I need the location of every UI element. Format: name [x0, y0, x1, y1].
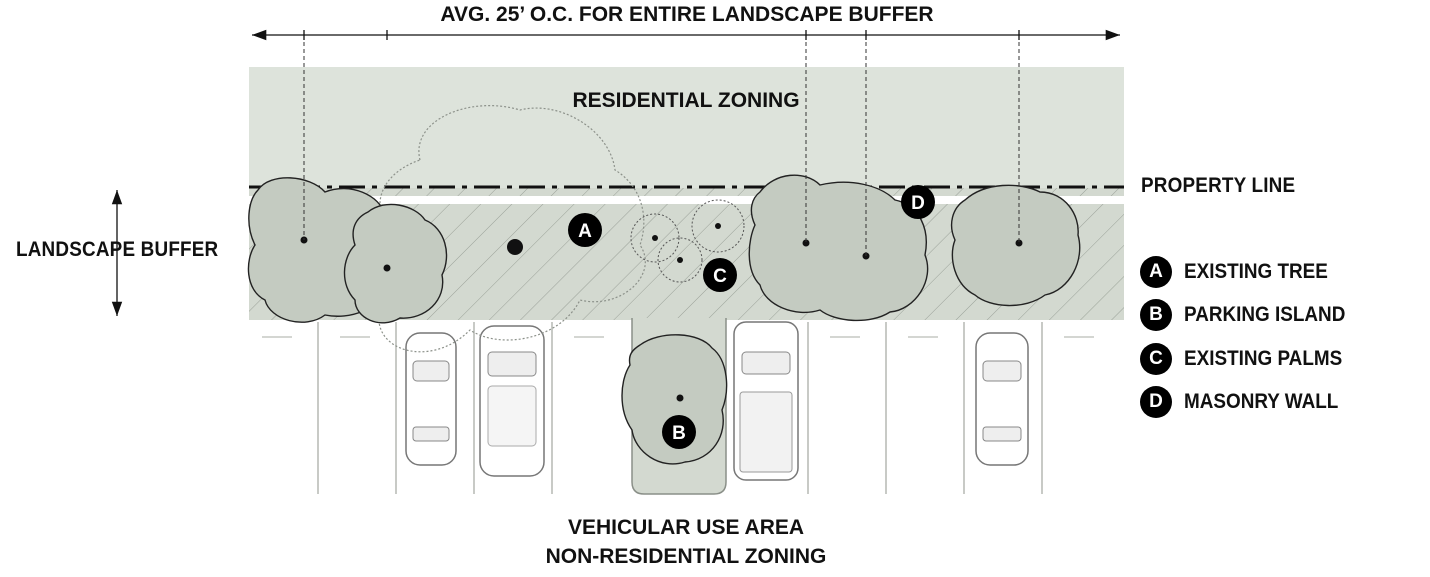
car-icon: [406, 333, 456, 465]
legend-label: EXISTING TREE: [1184, 259, 1328, 283]
legend-item: [1140, 381, 1363, 425]
legend-badge: D: [1140, 386, 1172, 418]
tree-canopy-icon: [952, 185, 1080, 305]
legend-item: [1140, 337, 1363, 381]
residential-zoning-label: RESIDENTIAL ZONING: [572, 89, 800, 112]
svg-text:D: D: [911, 193, 925, 214]
vehicular-use-label: VEHICULAR USE AREA: [567, 516, 805, 539]
legend: [1140, 250, 1363, 424]
legend-badge: A: [1140, 256, 1172, 288]
legend-label: PARKING ISLAND: [1184, 303, 1346, 327]
callout-badge-b: [662, 415, 696, 449]
svg-text:A: A: [578, 221, 592, 242]
legend-item: [1140, 250, 1363, 294]
car-icon: [734, 322, 798, 480]
non-residential-zoning-label: NON-RESIDENTIAL ZONING: [545, 545, 827, 568]
residential-zone: [249, 67, 1124, 188]
svg-text:B: B: [672, 423, 686, 444]
car-icon: [480, 326, 544, 476]
legend-label: EXISTING PALMS: [1184, 346, 1343, 370]
callout-badge-c: [703, 258, 737, 292]
legend-label: MASONRY WALL: [1184, 390, 1339, 414]
callout-badge-a: [568, 213, 602, 247]
legend-badge: C: [1140, 343, 1172, 375]
property-line-label: PROPERTY LINE: [1141, 174, 1296, 197]
car-icon: [976, 333, 1028, 465]
dimension-label: AVG. 25’ O.C. FOR ENTIRE LANDSCAPE BUFFER: [440, 3, 934, 26]
landscape-buffer-label: LANDSCAPE BUFFER: [16, 238, 219, 261]
callout-badge-d: [901, 185, 935, 219]
legend-badge: B: [1140, 299, 1172, 331]
legend-item: [1140, 294, 1363, 338]
svg-text:C: C: [713, 266, 727, 287]
